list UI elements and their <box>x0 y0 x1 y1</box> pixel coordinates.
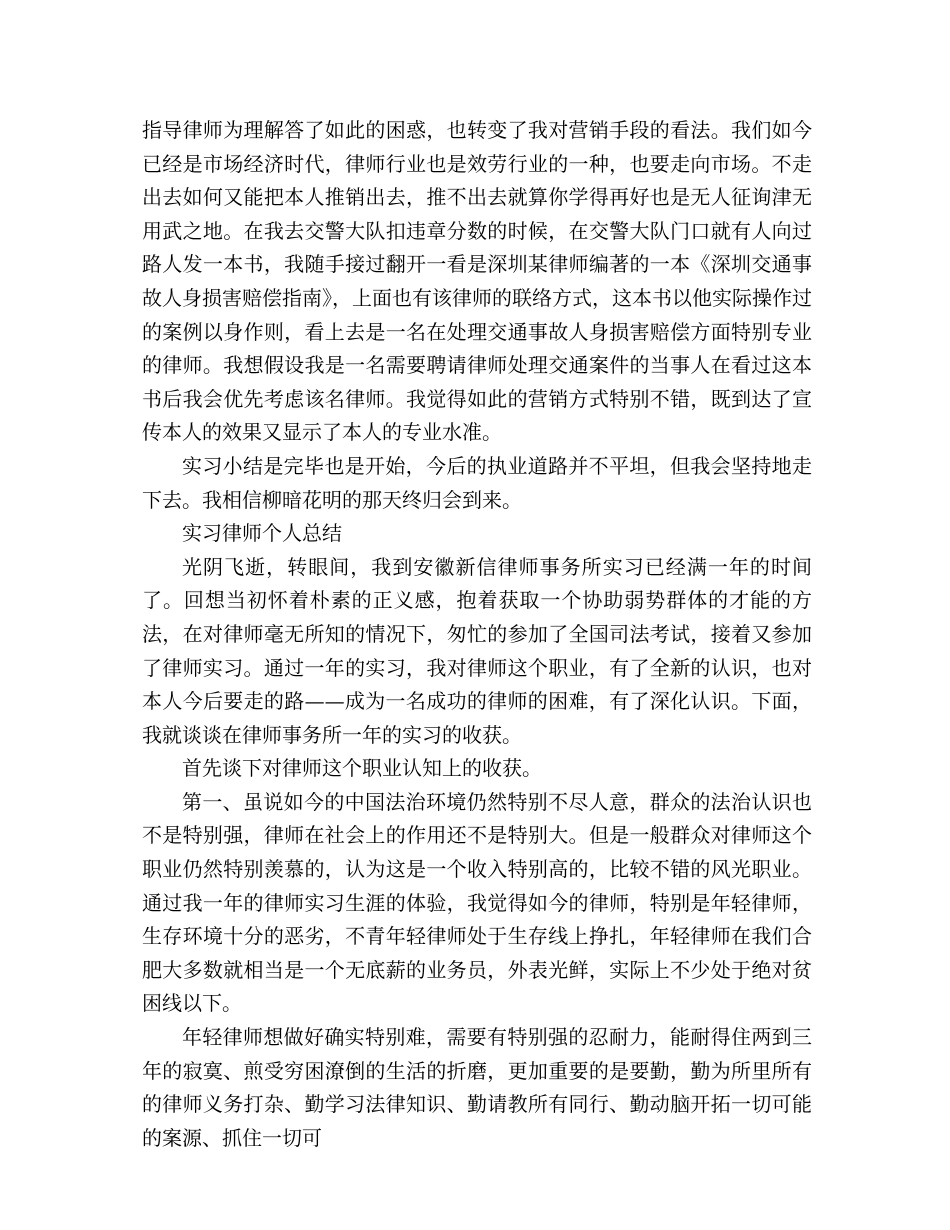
paragraph-cognition: 首先谈下对律师这个职业认知上的收获。 <box>182 756 542 781</box>
paragraph-young-lawyers: 年轻律师想做好确实特别难，需要有特别强的忍耐力，能耐得住两到三年的寂寞、煎受穷困潦倒的生活的折磨，更加重要的是要勤，勤为所里所有的律师义务打杂、勤学习法律知识、勤请教所有同行、勤动脑开拓一切可能的案源、抓住一切可 <box>142 1025 812 1150</box>
document-body <box>142 114 812 1155</box>
section-heading: 实习律师个人总结 <box>182 521 342 546</box>
paragraph-intro: 光阴飞逝，转眼间，我到安徽新信律师事务所实习已经满一年的时间了。回想当初怀着朴素的正义感，抱着获取一个协助弱势群体的才能的方法，在对律师毫无所知的情况下，匆忙的参加了全国司法考试，接着又参加了律师实习。通过一年的实习，我对律师这个职业，有了全新的认识，也对本人今后要走的路——成为一名成功的律师的困难，有了深化认识。下面，我就谈谈在律师事务所一年的实习的收获。 <box>142 554 812 747</box>
paragraph-first-point: 第一、虽说如今的中国法治环境仍然特别不尽人意，群众的法治认识也不是特别强，律师在社会上的作用还不是特别大。但是一般群众对律师这个职业仍然特别羡慕的，认为这是一个收入特别高的，比较不错的风光职业。通过我一年的律师实习生涯的体验，我觉得如今的律师，特别是年轻律师，生存环境十分的恶劣，不青年轻律师处于生存线上挣扎，年轻律师在我们合肥大多数就相当是一个无底薪的业务员，外表光鲜，实际上不少处于绝对贫困线以下。 <box>142 789 812 1016</box>
paragraph-marketing: 指导律师为理解答了如此的困惑，也转变了我对营销手段的看法。我们如今已经是市场经济时代，律师行业也是效劳行业的一种，也要走向市场。不走出去如何又能把本人推销出去，推不出去就算你学得再好也是无人征询津无用武之地。在我去交警大队扣违章分数的时候，在交警大队门口就有人向过路人发一本书，我随手接过翻开一看是深圳某律师编著的一本《深圳交通事故人身损害赔偿指南》，上面也有该律师的联络方式，这本书以他实际操作过的案例以身作则，看上去是一名在处理交通事故人身损害赔偿方面特别专业的律师。我想假设我是一名需要聘请律师处理交通案件的当事人在看过这本书后我会优先考虑该名律师。我觉得如此的营销方式特别不错，既到达了宣传本人的效果又显示了本人的专业水准。 <box>142 118 812 445</box>
paragraph-summary-end: 实习小结是完毕也是开始，今后的执业道路并不平坦，但我会坚持地走下去。我相信柳暗花明的那天终归会到来。 <box>142 453 812 512</box>
